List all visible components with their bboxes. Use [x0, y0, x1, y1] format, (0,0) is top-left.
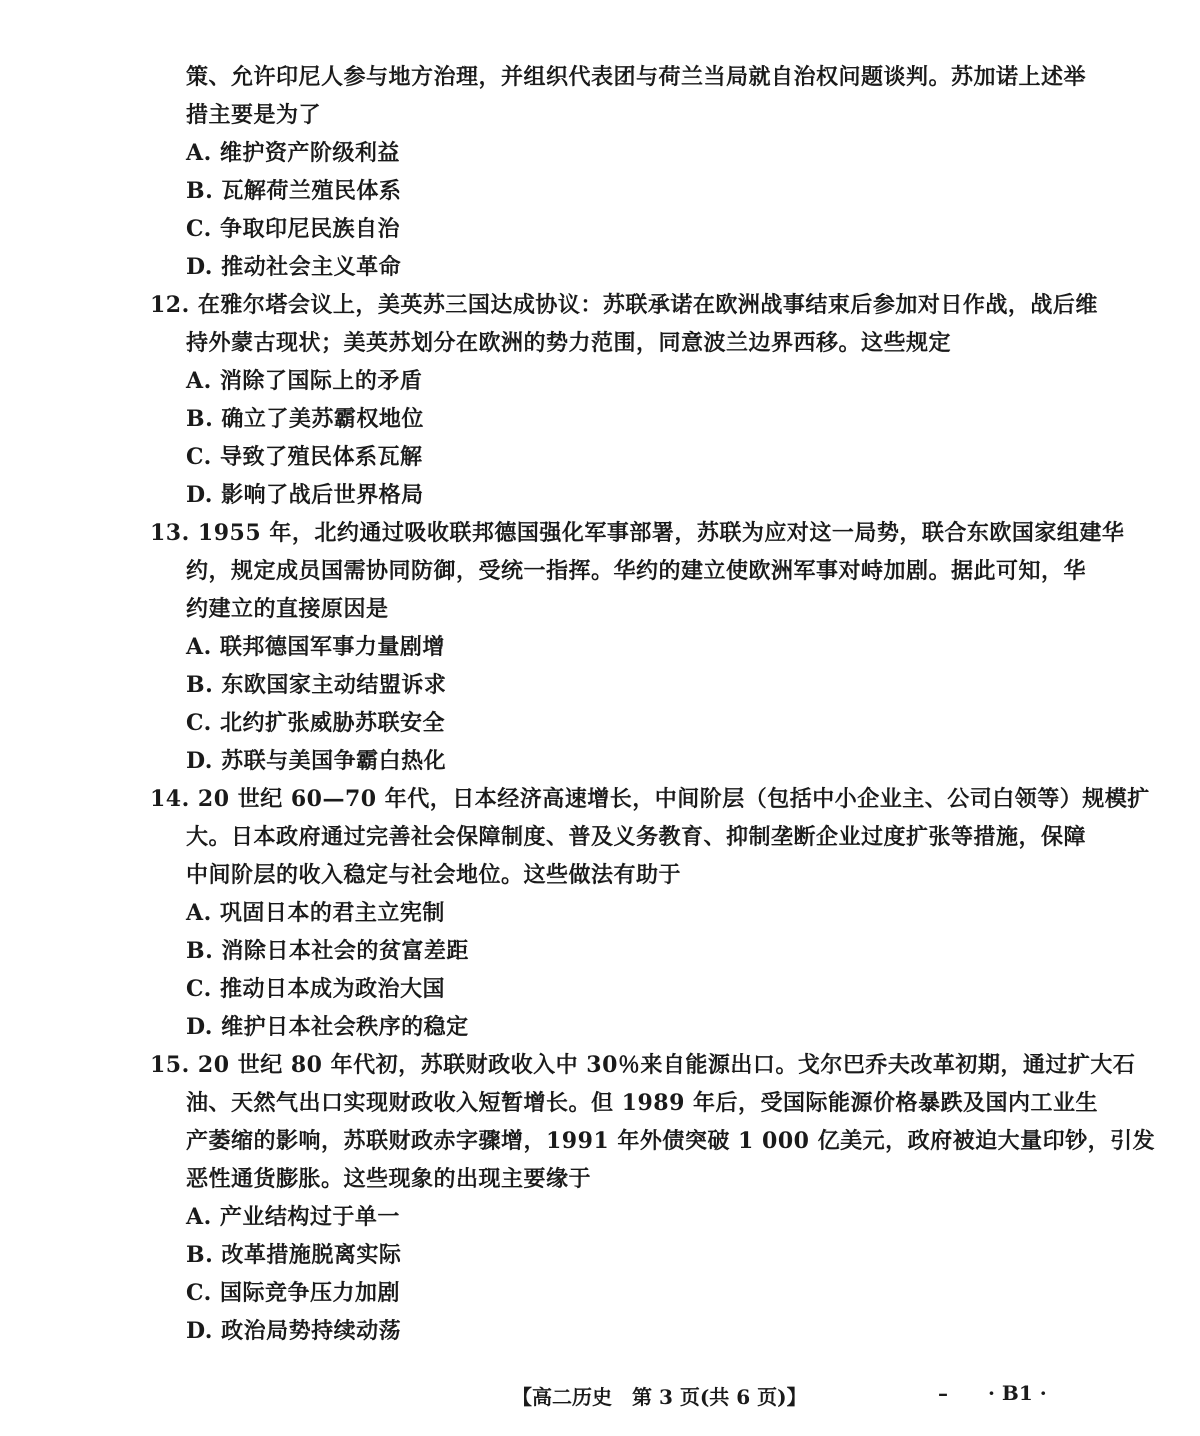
- option-c: C. 推动日本成为政治大国: [186, 976, 445, 1002]
- question-stem-line: 大。日本政府通过完善社会保障制度、普及义务教育、抑制垄断企业过度扩张等措施，保障: [186, 824, 1087, 850]
- question-stem-line: 油、天然气出口实现财政收入短暂增长。但 1989 年后，受国际能源价格暴跌及国内工业生: [186, 1090, 1099, 1116]
- question-14: [150, 780, 1150, 1046]
- page-info: 【高二历史 第 3 页(共 6 页)】: [512, 1385, 807, 1409]
- option-a: A. 联邦德国军事力量剧增: [186, 634, 445, 660]
- paper-code: · B1 ·: [988, 1381, 1047, 1405]
- page-footer: [0, 1381, 1200, 1413]
- question-stem-line: 恶性通货膨胀。这些现象的出现主要缘于: [186, 1166, 592, 1192]
- option-c: C. 导致了殖民体系瓦解: [186, 444, 423, 470]
- question-stem-line: 约，规定成员国需协同防御，受统一指挥。华约的建立使欧洲军事对峙加剧。据此可知，华: [186, 558, 1087, 584]
- exam-content: [150, 58, 1156, 1350]
- option-c: C. 国际竞争压力加剧: [186, 1280, 400, 1306]
- question-stem-line: 产萎缩的影响，苏联财政赤字骤增，1991 年外债突破 1 000 亿美元，政府被迫大量印钞，引发: [186, 1128, 1156, 1154]
- option-b: B. 改革措施脱离实际: [186, 1242, 402, 1268]
- option-a: A. 产业结构过于单一: [186, 1204, 400, 1230]
- option-c: C. 北约扩张威胁苏联安全: [186, 710, 445, 736]
- question-stem-line: 中间阶层的收入稳定与社会地位。这些做法有助于: [186, 862, 682, 888]
- option-c: C. 争取印尼民族自治: [186, 216, 400, 242]
- option-b: B. 瓦解荷兰殖民体系: [186, 178, 402, 204]
- question-stem-line: 14. 20 世纪 60—70 年代，日本经济高速增长，中间阶层（包括中小企业主、公司白领等）规模扩: [150, 786, 1150, 812]
- question-stem-line: 15. 20 世纪 80 年代初，苏联财政收入中 30％来自能源出口。戈尔巴乔夫改革初期，通过扩大石: [150, 1052, 1136, 1078]
- option-b: B. 确立了美苏霸权地位: [186, 406, 424, 432]
- question-stem-line: 13. 1955 年，北约通过吸收联邦德国强化军事部署，苏联为应对这一局势，联合东欧国家组建华: [150, 520, 1125, 546]
- option-b: B. 东欧国家主动结盟诉求: [186, 672, 447, 698]
- question-stem-line: 措主要是为了: [186, 102, 322, 128]
- question-11: [150, 58, 1087, 286]
- option-d: D. 推动社会主义革命: [186, 254, 402, 280]
- question-stem-line: 持外蒙古现状；美英苏划分在欧洲的势力范围，同意波兰边界西移。这些规定: [186, 330, 952, 356]
- option-d: D. 苏联与美国争霸白热化: [186, 748, 447, 774]
- footer-dash: –: [938, 1381, 948, 1405]
- option-d: D. 政治局势持续动荡: [186, 1318, 402, 1344]
- option-a: A. 维护资产阶级利益: [186, 140, 400, 166]
- question-stem-line: 12. 在雅尔塔会议上，美英苏三国达成协议：苏联承诺在欧洲战事结束后参加对日作战，战后维: [150, 292, 1098, 318]
- question-15: [150, 1046, 1156, 1350]
- option-a: A. 巩固日本的君主立宪制: [186, 900, 445, 926]
- question-13: [150, 514, 1125, 780]
- question-stem-line: 约建立的直接原因是: [186, 596, 389, 622]
- question-12: [150, 286, 1098, 514]
- question-stem-line: 策、允许印尼人参与地方治理，并组织代表团与荷兰当局就自治权问题谈判。苏加诺上述举: [186, 64, 1087, 90]
- option-d: D. 维护日本社会秩序的稳定: [186, 1014, 469, 1040]
- option-a: A. 消除了国际上的矛盾: [186, 368, 423, 394]
- option-b: B. 消除日本社会的贫富差距: [186, 938, 469, 964]
- option-d: D. 影响了战后世界格局: [186, 482, 424, 508]
